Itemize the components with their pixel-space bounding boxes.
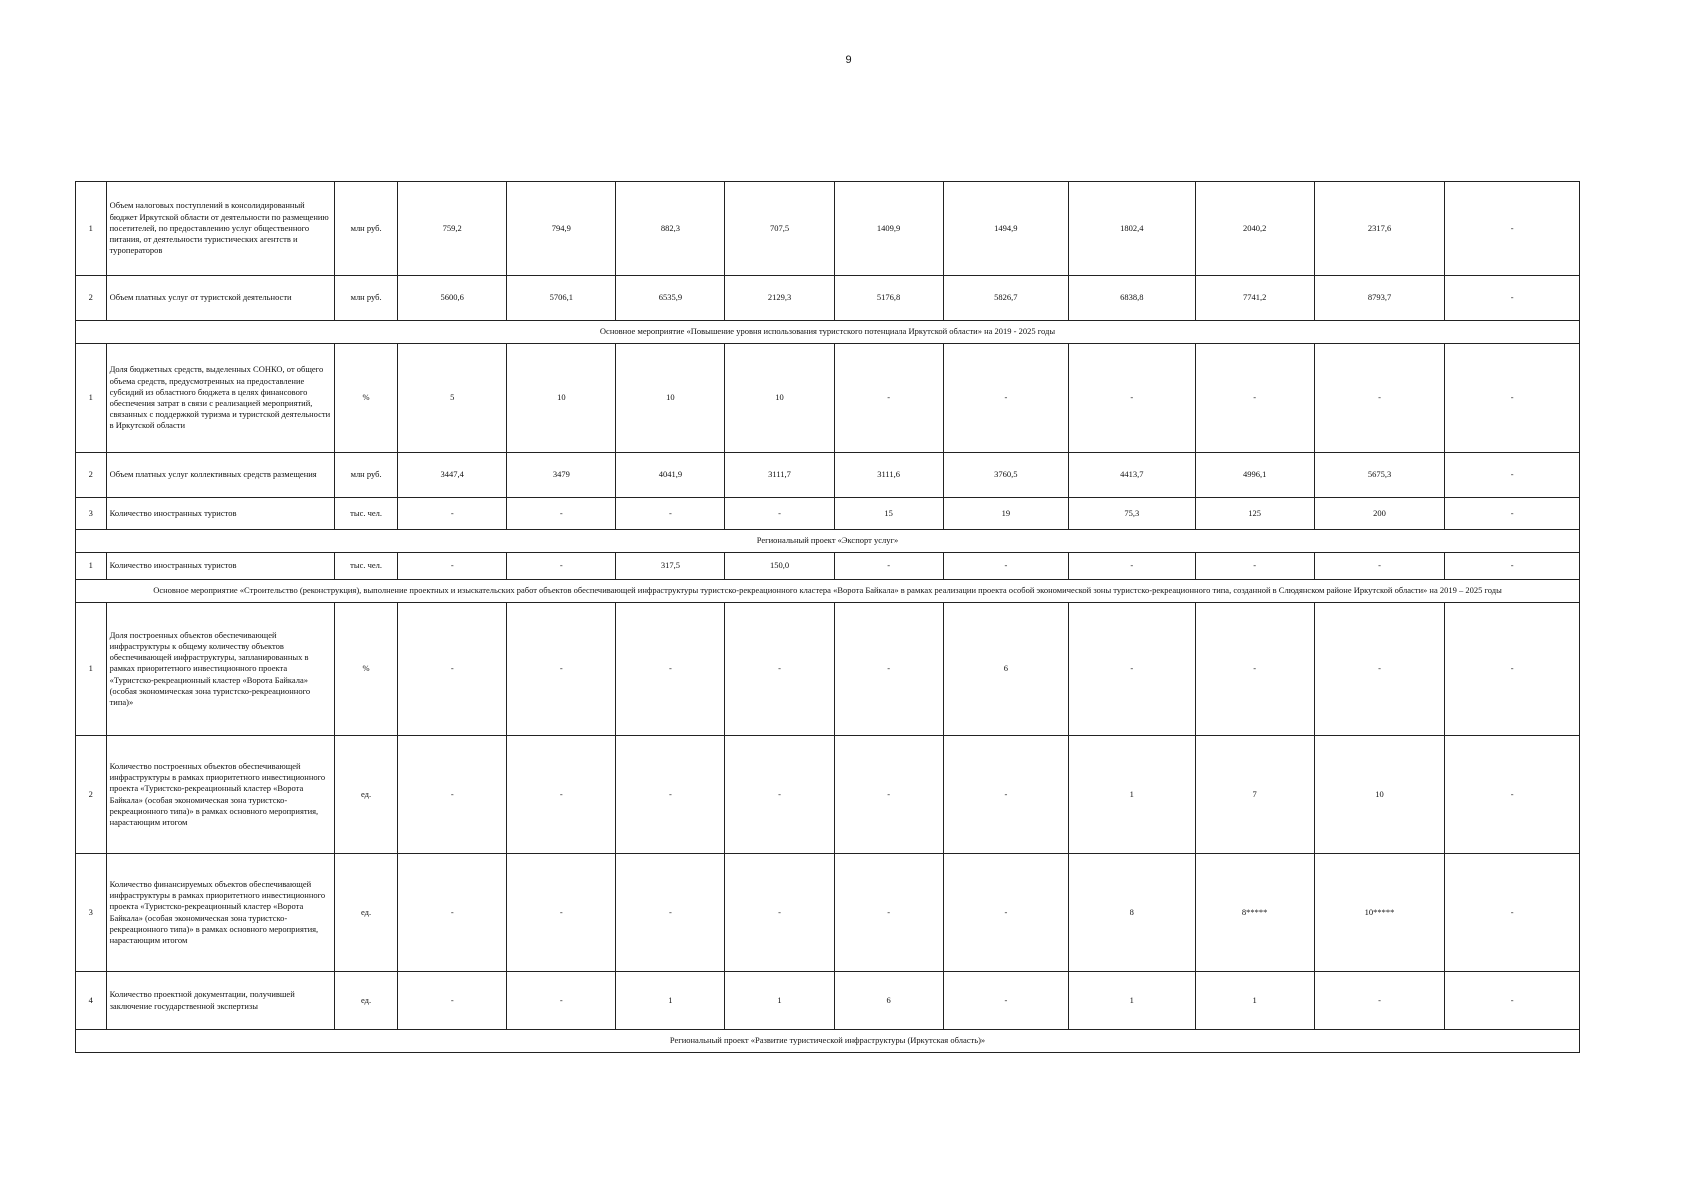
- value-cell: 125: [1195, 498, 1314, 530]
- value-cell: 5176,8: [834, 276, 943, 321]
- value-cell: -: [398, 854, 507, 972]
- row-number: 1: [76, 553, 107, 580]
- value-cell: -: [1445, 603, 1580, 736]
- value-cell: -: [398, 736, 507, 854]
- section-header-row: [76, 1030, 1580, 1053]
- value-cell: 317,5: [616, 553, 725, 580]
- value-cell: -: [834, 603, 943, 736]
- indicator-name: Доля бюджетных средств, выделенных СОНКО, от общего объема средств, предусмотренных на предоставление субсидий из областного бюджета в целях финансового обеспечения затрат в связи с реализацией мероприятий, связанных с поддержкой туризма и туристской деятельности в Иркутской области: [106, 344, 334, 453]
- indicator-name: Количество иностранных туристов: [106, 498, 334, 530]
- value-cell: -: [616, 736, 725, 854]
- table-row: [76, 498, 1580, 530]
- row-number: 1: [76, 603, 107, 736]
- value-cell: 1409,9: [834, 182, 943, 276]
- value-cell: -: [725, 854, 834, 972]
- row-number: 2: [76, 736, 107, 854]
- value-cell: 882,3: [616, 182, 725, 276]
- section-title: Основное мероприятие «Повышение уровня использования туристского потенциала Иркутской области» на 2019 - 2025 годы: [76, 321, 1580, 344]
- value-cell: 2317,6: [1314, 182, 1445, 276]
- value-cell: 10: [725, 344, 834, 453]
- value-cell: -: [616, 603, 725, 736]
- value-cell: 15: [834, 498, 943, 530]
- value-cell: -: [398, 603, 507, 736]
- unit-cell: ед.: [334, 736, 397, 854]
- value-cell: -: [834, 736, 943, 854]
- value-cell: -: [616, 854, 725, 972]
- unit-cell: тыс. чел.: [334, 498, 397, 530]
- value-cell: 7741,2: [1195, 276, 1314, 321]
- value-cell: 10: [616, 344, 725, 453]
- value-cell: 1: [1195, 972, 1314, 1030]
- value-cell: 4041,9: [616, 453, 725, 498]
- table-row: [76, 553, 1580, 580]
- unit-cell: тыс. чел.: [334, 553, 397, 580]
- value-cell: -: [943, 553, 1068, 580]
- value-cell: 3447,4: [398, 453, 507, 498]
- value-cell: 2129,3: [725, 276, 834, 321]
- row-number: 3: [76, 854, 107, 972]
- value-cell: -: [1445, 854, 1580, 972]
- unit-cell: ед.: [334, 972, 397, 1030]
- indicator-name: Количество проектной документации, получившей заключение государственной экспертизы: [106, 972, 334, 1030]
- value-cell: 4413,7: [1069, 453, 1195, 498]
- section-header-row: [76, 580, 1580, 603]
- value-cell: -: [1069, 344, 1195, 453]
- value-cell: 759,2: [398, 182, 507, 276]
- value-cell: 8793,7: [1314, 276, 1445, 321]
- unit-cell: %: [334, 344, 397, 453]
- value-cell: -: [725, 498, 834, 530]
- value-cell: -: [398, 972, 507, 1030]
- row-number: 1: [76, 344, 107, 453]
- value-cell: 10: [507, 344, 616, 453]
- row-number: 4: [76, 972, 107, 1030]
- value-cell: -: [943, 344, 1068, 453]
- value-cell: -: [1069, 603, 1195, 736]
- indicator-name: Объем платных услуг от туристской деятельности: [106, 276, 334, 321]
- value-cell: 10: [1314, 736, 1445, 854]
- table-row: [76, 736, 1580, 854]
- value-cell: -: [1445, 553, 1580, 580]
- value-cell: 1802,4: [1069, 182, 1195, 276]
- section-title: Основное мероприятие «Строительство (реконструкция), выполнение проектных и изыскательских работ объектов обеспечивающей инфраструктуры туристско-рекреационного кластера «Ворота Байкала» в рамках реализации проекта особой экономической зоны туристско-рекреационного типа, созданной в Слюдянском районе Иркутской области» на 2019 – 2025 годы: [76, 580, 1580, 603]
- indicator-name: Объем платных услуг коллективных средств размещения: [106, 453, 334, 498]
- value-cell: -: [1069, 553, 1195, 580]
- value-cell: -: [1445, 344, 1580, 453]
- value-cell: 3111,7: [725, 453, 834, 498]
- value-cell: -: [1445, 736, 1580, 854]
- value-cell: -: [943, 854, 1068, 972]
- section-header-row: [76, 321, 1580, 344]
- value-cell: -: [507, 736, 616, 854]
- value-cell: -: [616, 498, 725, 530]
- value-cell: -: [1445, 276, 1580, 321]
- value-cell: 8: [1069, 854, 1195, 972]
- value-cell: -: [507, 498, 616, 530]
- indicator-name: Объем налоговых поступлений в консолидированный бюджет Иркутской области от деятельности по размещению посетителей, по предоставлению услуг общественного питания, от деятельности туристических агентств и туроператоров: [106, 182, 334, 276]
- value-cell: 7: [1195, 736, 1314, 854]
- unit-cell: млн руб.: [334, 182, 397, 276]
- row-number: 3: [76, 498, 107, 530]
- value-cell: 8*****: [1195, 854, 1314, 972]
- page-number: 9: [845, 54, 852, 66]
- value-cell: -: [507, 854, 616, 972]
- value-cell: 6535,9: [616, 276, 725, 321]
- value-cell: 6: [943, 603, 1068, 736]
- value-cell: 1: [725, 972, 834, 1030]
- table-row: [76, 453, 1580, 498]
- value-cell: -: [943, 972, 1068, 1030]
- value-cell: -: [507, 603, 616, 736]
- value-cell: 3479: [507, 453, 616, 498]
- value-cell: 6: [834, 972, 943, 1030]
- value-cell: -: [1445, 498, 1580, 530]
- value-cell: 5706,1: [507, 276, 616, 321]
- value-cell: -: [834, 344, 943, 453]
- value-cell: -: [398, 498, 507, 530]
- value-cell: 4996,1: [1195, 453, 1314, 498]
- value-cell: -: [1314, 344, 1445, 453]
- value-cell: -: [834, 854, 943, 972]
- unit-cell: ед.: [334, 854, 397, 972]
- indicator-name: Количество иностранных туристов: [106, 553, 334, 580]
- value-cell: 1: [1069, 972, 1195, 1030]
- value-cell: 19: [943, 498, 1068, 530]
- row-number: 1: [76, 182, 107, 276]
- value-cell: -: [1314, 972, 1445, 1030]
- value-cell: 5: [398, 344, 507, 453]
- table-row: [76, 854, 1580, 972]
- value-cell: -: [1195, 553, 1314, 580]
- value-cell: -: [1445, 453, 1580, 498]
- table-row: [76, 344, 1580, 453]
- value-cell: 150,0: [725, 553, 834, 580]
- value-cell: 75,3: [1069, 498, 1195, 530]
- table-row: [76, 972, 1580, 1030]
- value-cell: 6838,8: [1069, 276, 1195, 321]
- value-cell: 1: [616, 972, 725, 1030]
- row-number: 2: [76, 453, 107, 498]
- value-cell: 707,5: [725, 182, 834, 276]
- unit-cell: млн руб.: [334, 276, 397, 321]
- value-cell: -: [1314, 603, 1445, 736]
- section-title: Региональный проект «Экспорт услуг»: [76, 530, 1580, 553]
- table-row: [76, 276, 1580, 321]
- value-cell: -: [725, 736, 834, 854]
- value-cell: 794,9: [507, 182, 616, 276]
- value-cell: 200: [1314, 498, 1445, 530]
- value-cell: 10*****: [1314, 854, 1445, 972]
- value-cell: -: [398, 553, 507, 580]
- value-cell: -: [1445, 182, 1580, 276]
- value-cell: -: [1445, 972, 1580, 1030]
- value-cell: 3111,6: [834, 453, 943, 498]
- row-number: 2: [76, 276, 107, 321]
- section-title: Региональный проект «Развитие туристической инфраструктуры (Иркутская область)»: [76, 1030, 1580, 1053]
- value-cell: 3760,5: [943, 453, 1068, 498]
- table-row: [76, 603, 1580, 736]
- value-cell: 5826,7: [943, 276, 1068, 321]
- value-cell: -: [834, 553, 943, 580]
- section-header-row: [76, 530, 1580, 553]
- value-cell: 1: [1069, 736, 1195, 854]
- indicator-name: Доля построенных объектов обеспечивающей инфраструктуры к общему количеству объектов обеспечивающей инфраструктуры, запланированных в рамках приоритетного инвестиционного проекта «Туристско-рекреационный кластер «Ворота Байкала» (особая экономическая зона туристско-рекреационного типа)»: [106, 603, 334, 736]
- value-cell: -: [1314, 553, 1445, 580]
- value-cell: 5600,6: [398, 276, 507, 321]
- value-cell: -: [1195, 603, 1314, 736]
- value-cell: 2040,2: [1195, 182, 1314, 276]
- value-cell: -: [943, 736, 1068, 854]
- value-cell: 1494,9: [943, 182, 1068, 276]
- value-cell: -: [507, 553, 616, 580]
- indicator-name: Количество построенных объектов обеспечивающей инфраструктуры в рамках приоритетного инвестиционного проекта «Туристско-рекреационный кластер «Ворота Байкала» (особая экономическая зона туристско-рекреационного типа)» в рамках основного мероприятия, нарастающим итогом: [106, 736, 334, 854]
- indicator-name: Количество финансируемых объектов обеспечивающей инфраструктуры в рамках приоритетного инвестиционного проекта «Туристско-рекреационный кластер «Ворота Байкала» (особая экономическая зона туристско-рекреационного типа)» в рамках основного мероприятия, нарастающим итогом: [106, 854, 334, 972]
- value-cell: -: [1195, 344, 1314, 453]
- unit-cell: млн руб.: [334, 453, 397, 498]
- table-row: [76, 182, 1580, 276]
- indicators-table: [75, 181, 1580, 1053]
- value-cell: -: [725, 603, 834, 736]
- value-cell: -: [507, 972, 616, 1030]
- value-cell: 5675,3: [1314, 453, 1445, 498]
- unit-cell: %: [334, 603, 397, 736]
